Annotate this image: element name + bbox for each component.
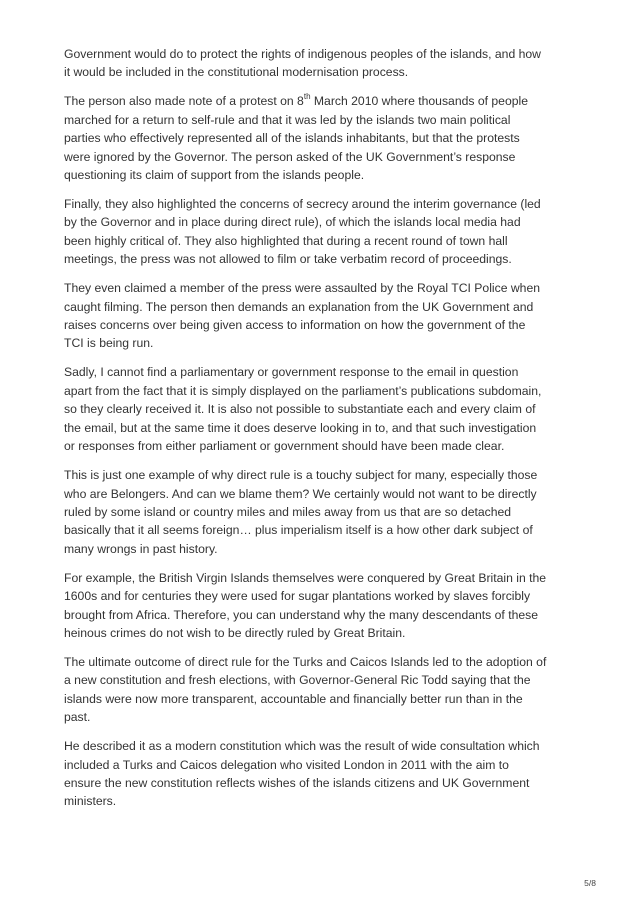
date-ordinal-superscript: th	[303, 92, 311, 102]
paragraph-protest	[64, 92, 580, 184]
paragraph-modern-constitution: He described it as a modern constitution which was the result of wide consultation which included a Turks and Caicos delegation who visited London in 2011 with the aim to ensure the new constitution reflects wishes of the islands citizens and UK Government ministers.	[64, 739, 540, 809]
paragraph-no-response: Sadly, I cannot find a parliamentary or government response to the email in question apart from the fact that it is simply displayed on the parliament’s publications subdomain, so they clearly received it. It is also not possible to substantiate each and every claim of the email, but at the same time it does deserve looking in to, and that such investigation or responses from either parliament or government should have been made clear.	[64, 365, 542, 454]
protest-text-end: March 2010 where thousands of people marched for a return to self-rule and that it was led by the islands two main political parties who effectively represented all of the islands inhabitants, but that the protests were ignored by the Governor. The person asked of the UK Government’s response questioning its claim of support from the islands people.	[64, 94, 529, 183]
paragraph-indigenous-rights: Government would do to protect the rights of indigenous peoples of the islands, and how it would be included in the constitutional modernisation process.	[64, 47, 541, 80]
page-number: 5/8	[584, 878, 596, 888]
document-body	[64, 45, 580, 821]
paragraph-press-assault: They even claimed a member of the press were assaulted by the Royal TCI Police when caught filming. The person then demands an explanation from the UK Government and raises concerns over being given access to information on how the government of the TCI is being run.	[64, 281, 540, 351]
paragraph-outcome: The ultimate outcome of direct rule for the Turks and Caicos Islands led to the adoption of a new constitution and fresh elections, with Governor-General Ric Todd saying that the islands were now more transparent, accountable and financially better run than in the past.	[64, 654, 547, 725]
paragraph-secrecy: Finally, they also highlighted the concerns of secrecy around the interim governance (led by the Governor and in place during direct rule), of which the islands local media had been highly critical of. They also highlighted that during a recent round of town hall meetings, the press was not allowed to film or take verbatim record of proceedings.	[64, 197, 541, 267]
paragraph-bvi-history: For example, the British Virgin Islands themselves were conquered by Great Britain in the 1600s and for centuries they were used for sugar plantations worked by slaves forcibly brought from Africa. Therefore, you can understand why the many descendants of these heinous crimes do not wish to be directly ruled by Great Britain.	[64, 570, 547, 640]
paragraph-direct-rule-touchy: This is just one example of why direct rule is a touchy subject for many, especially those who are Belongers. And can we blame them? We certainly would not want to be directly ruled by some island or country miles and miles away from us that are so detached basically that it all seems foreign… plus imperialism itself is a how other dark subject of many wrongs in past history.	[64, 468, 538, 556]
protest-text-start: The person also made note of a protest on 8	[64, 94, 304, 109]
